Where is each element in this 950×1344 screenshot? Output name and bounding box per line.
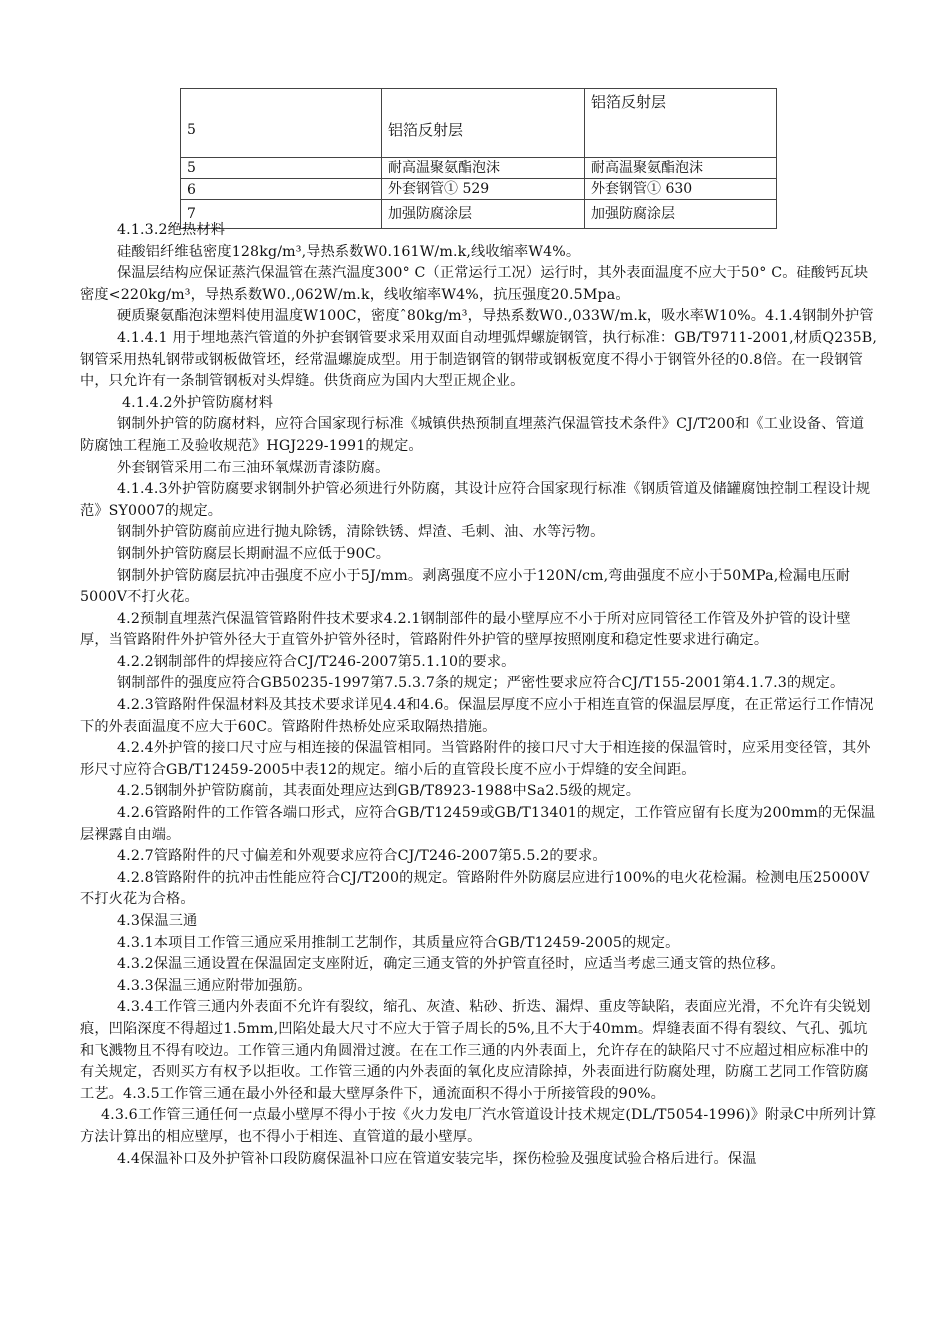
paragraph: 4.2.2钢制部件的焊接应符合CJ/T246-2007第5.1.10的要求。 — [117, 653, 516, 670]
table-cell-no: 5 — [181, 158, 382, 179]
paragraph: 钢制外护管防腐层长期耐温不应低于90C。 — [117, 545, 391, 562]
paragraph: 硬质聚氨酯泡沫塑料使用温度W100C，密度ˆ80kg/m³，导热系数W0.,033W/m.k，吸水率W10%。4.1.4钢制外护管 — [117, 308, 874, 325]
paragraph: 4.3.4工作管三通内外表面不允许有裂纹，缩孔、灰渣、粘砂、折迭、漏焊、重皮等缺陷，表面应光滑，不允许有尖锐划痕，凹陷深度不得超过1.5mm,凹陷处最大尺寸不应大于管子周长的5%,且不大于40mm。焊缝表面不得有裂纹、气孔、弧坑和飞溅物且不得有咬边。工作管三通内角圆滑过渡。在在工作三通的内外表面上，允许存在的缺陷尺寸不应超过相应标准中的有关规定，否则买方有权予以拒收。工作管三通的内外表面的氧化皮应清除掉，外表面进行防腐处理，防腐工艺同工作管防腐工艺。4.3.5工作管三通在最小外径和最大壁厚条件下，通流面积不得小于所接管段的90%。 — [80, 999, 871, 1102]
paragraph: 4.2预制直埋蒸汽保温管管路附件技术要求4.2.1钢制部件的最小壁厚应不小于所对应同管径工作管及外护管的设计壁厚，当管路附件外护管外径大于直管外护管外径时，管路附件外护管的壁厚按照刚度和稳定性要求进行确定。 — [80, 610, 851, 649]
table-row — [181, 158, 777, 179]
table-cell-no: 7 — [181, 200, 382, 229]
table-cell-layer: 加强防腐涂层 — [382, 200, 585, 229]
table-row — [181, 179, 777, 200]
table-cell-layer: 耐高温聚氨酯泡沫 — [382, 158, 585, 179]
paragraph: 4.3.6工作管三通任何一点最小壁厚不得小于按《火力发电厂汽水管道设计技术规定(DL/T5054-1996)》附录C中所列计算方法计算出的相应壁厚，也不得小于相连、直管道的最小壁厚。 — [80, 1107, 877, 1145]
section-heading: 4.1.4.2外护管防腐材料 — [122, 394, 274, 411]
paragraph: 4.2.6管路附件的工作管各端口形式，应符合GB/T12459或GB/T13401的规定，工作管应留有长度为200mm的无保温层裸露自由端。 — [80, 805, 876, 843]
paragraph: 钢制部件的强度应符合GB50235-1997第7.5.3.7条的规定；严密性要求应符合CJ/T155-2001第4.1.7.3的规定。 — [117, 675, 845, 692]
paragraph: 外套钢管采用二布三油环氧煤沥青漆防腐。 — [117, 459, 390, 476]
paragraph: 4.2.8管路附件的抗冲击性能应符合CJ/T200的规定。管路附件外防腐层应进行100%的电火花检漏。检测电压25000V不打火花为合格。 — [80, 869, 870, 908]
paragraph: 4.2.7管路附件的尺寸偏差和外观要求应符合CJ/T246-2007第5.5.2的要求。 — [117, 848, 607, 865]
paragraph: 4.3.3保温三通应附带加强筋。 — [117, 977, 312, 994]
paragraph: 4.3.2保温三通设置在保温固定支座附近，确定三通支管的外护管直径时，应适当考虑三通支管的热位移。 — [117, 956, 785, 973]
paragraph: 硅酸铝纤维毡密度128kg/m³,导热系数W0.161W/m.k,线收缩率W4%。 — [117, 243, 581, 260]
layer-spec-table — [180, 88, 777, 229]
table-cell-no: 5 — [181, 89, 382, 158]
section-heading: 4.1.3.2绝热材料 — [117, 222, 226, 238]
paragraph: 4.1.4.1 用于埋地蒸汽管道的外护套钢管要求采用双面自动埋弧焊螺旋钢管，执行标准：GB/T9711-2001,材质Q235B,钢管采用热轧钢带或钢板做管坯，经常温螺旋成型。用于制造钢管的钢带或钢板宽度不得小于钢管外径的0.8倍。在一段钢管中，只允许有一条制管钢板对头焊缝。供货商应为国内大型正规企业。 — [80, 329, 877, 390]
table-cell-layer: 外套钢管① 630 — [585, 179, 777, 200]
paragraph: 钢制外护管防腐前应进行抛丸除锈，清除铁锈、焊渣、毛刺、油、水等污物。 — [117, 524, 605, 541]
paragraph: 钢制外护管防腐层抗冲击强度不应小于5J/mm。剥离强度不应小于120N/cm,弯曲强度不应小于50MPa,检漏电压耐5000V不打火花。 — [80, 567, 851, 606]
paragraph: 4.2.4外护管的接口尺寸应与相连接的保温管相同。当管路附件的接口尺寸大于相连接的保温管时，应采用变径管，其外形尺寸应符合GB/T12459-2005中表12的规定。缩小后的直管段长度不应小于焊缝的安全间距。 — [80, 740, 871, 778]
table-row — [181, 89, 777, 158]
paragraph: 4.3.1本项目工作管三通应采用推制工艺制作，其质量应符合GB/T12459-2005的规定。 — [117, 934, 680, 951]
paragraph: 4.2.3管路附件保温材料及其技术要求详见4.4和4.6。保温层厚度不应小于相连直管的保温层厚度，在正常运行工作情况下的外表面温度不应大于60C。管路附件热桥处应采取隔热措施。 — [80, 697, 874, 735]
section-heading: 4.3保温三通 — [117, 913, 198, 929]
table-cell-layer: 耐高温聚氨酯泡沫 — [585, 158, 777, 179]
table-cell-no: 6 — [181, 179, 382, 200]
table-cell-layer: 外套钢管① 529 — [382, 179, 585, 200]
table-cell-layer: 铝箔反射层 — [382, 89, 585, 158]
document-body — [80, 220, 877, 1170]
paragraph: 4.1.4.3外护管防腐要求钢制外护管必须进行外防腐，其设计应符合国家现行标准《钢质管道及储罐腐蚀控制工程设计规范》SY0007的规定。 — [80, 481, 871, 519]
table-cell-layer: 铝箔反射层 — [585, 89, 777, 158]
paragraph: 4.4保温补口及外护管补口段防腐保温补口应在管道安装完毕，探伤检验及强度试验合格后进行。保温 — [117, 1150, 757, 1167]
paragraph: 保温层结构应保证蒸汽保温管在蒸汽温度300° C（正常运行工况）运行时，其外表面温度不应大于50° C。硅酸钙瓦块密度<220kg/m³，导热系数W0.,062W/m.k，线收缩率W4%，抗压强度20.5Mpa。 — [80, 265, 869, 303]
table-cell-layer: 加强防腐涂层 — [585, 200, 777, 229]
paragraph: 4.2.5钢制外护管防腐前，其表面处理应达到GB/T8923-1988中Sa2.5级的规定。 — [117, 783, 641, 800]
paragraph: 钢制外护管的防腐材料，应符合国家现行标准《城镇供热预制直埋蒸汽保温管技术条件》CJ/T200和《工业设备、管道防腐蚀工程施工及验收规范》HGJ229-1991的规定。 — [80, 416, 865, 454]
